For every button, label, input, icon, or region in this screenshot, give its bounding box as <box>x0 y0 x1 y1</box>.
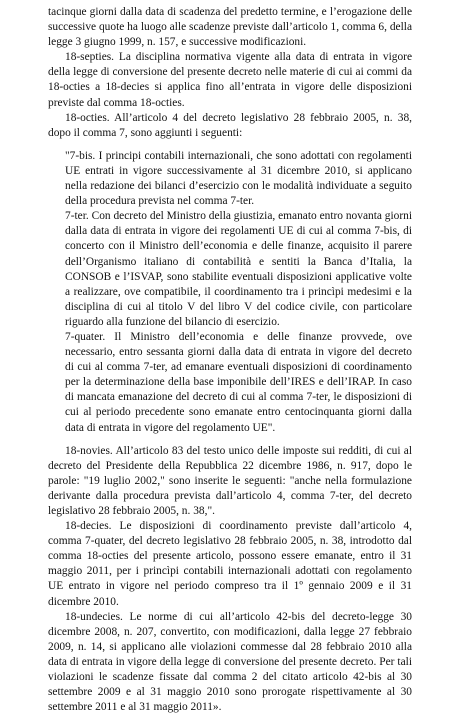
paragraph-lead: 18-novies. <box>65 444 113 457</box>
paragraph-body: All’articolo 83 del testo unico delle imposte sui redditi, di cui al decreto del Presidente della Repubblica 22 dicembre 1986, n. 917, dopo le parole: "19 luglio 2002," sono inserite le seguenti: "anche nella formulazione derivante dalla procedura prevista dall’articolo 4, comma 7-ter, del decreto legislativo 28 febbraio 2005, n. 38,". <box>48 444 412 517</box>
paragraph-lead: 7-quater. <box>65 330 106 343</box>
paragraph-18-novies <box>48 444 412 519</box>
paragraph-lead: "7-bis. <box>65 149 96 162</box>
paragraph-18-septies <box>48 50 412 110</box>
paragraph-18-decies <box>48 519 412 610</box>
paragraph-continuation: tacinque giorni dalla data di scadenza del predetto termine, e l’erogazione delle successive quote ha luogo alle scadenze previste dall’articolo 1, comma 6, della legge 3 giugno 1999, n. 157, e successive modificazioni. <box>48 6 412 49</box>
quoted-paragraph-7-bis <box>48 149 412 209</box>
spacer <box>48 141 412 149</box>
quoted-paragraph-7-quater <box>48 330 412 436</box>
paragraph-body: Le norme di cui all’articolo 42-bis del decreto-legge 30 dicembre 2008, n. 207, convertito, con modificazioni, dalla legge 27 febbraio 2009, n. 14, si applicano alle violazioni commesse dal 28 febbraio 2010 alla data di entrata in vigore della legge di conversione del presente decreto. Per tali violazioni le scadenze fissate dal comma 2 del citato articolo 42-bis al 30 settembre 2009 e al 31 maggio 2010 sono prorogate rispettivamente al 30 settembre 2011 e al 31 maggio 2011». <box>48 610 412 714</box>
paragraph-lead: 7-ter. <box>65 210 89 223</box>
quoted-block <box>48 149 412 436</box>
paragraph-lead: 18-decies. <box>65 520 112 533</box>
paragraph-lead: 18-septies. <box>65 51 115 64</box>
paragraph-body: I principi contabili internazionali, che sono adottati con regolamenti UE entrati in vigore successivamente al 31 dicembre 2010, si applicano nella redazione dei bilanci d’esercizio con le modalità individuate a seguito della procedura prevista nel comma 7-ter. <box>65 149 412 208</box>
paragraph-lead: 18-octies. <box>65 111 110 124</box>
paragraph-lead: 18-undecies. <box>65 610 123 623</box>
spacer <box>48 436 412 444</box>
paragraph-body: Con decreto del Ministro della giustizia, emanato entro novanta giorni dalla data di entrata in vigore dei regolamenti UE di cui al comma 7-bis, di concerto con il Ministro dell’economia e delle finanze, acquisito il parere dell’Organismo italiano di contabilità e sentiti la Banca d’Italia, la CONSOB e l’ISVAP, sono stabilite eventuali disposizioni applicative volte a realizzare, ove compatibile, il coordinamento tra i princìpi medesimi e la disciplina di cui al titolo V del libro V del codice civile, con particolare riguardo alla funzione del bilancio di esercizio. <box>65 210 412 328</box>
paragraph-body: La disciplina normativa vigente alla data di entrata in vigore della legge di conversione del presente decreto nelle materie di cui ai commi da 18-octies a 18-decies si applica fino all’entrata in vigore delle disposizioni previste dal comma 18-octies. <box>48 51 412 109</box>
paragraph-18-undecies <box>48 610 412 715</box>
paragraph-body: All’articolo 4 del decreto legislativo 28 febbraio 2005, n. 38, dopo il comma 7, sono aggiunti i seguenti: <box>48 111 412 139</box>
quoted-paragraph-7-ter <box>48 209 412 330</box>
document-page <box>48 5 412 715</box>
paragraph-body: Il Ministro dell’economia e delle finanze provvede, ove necessario, entro sessanta giorni dalla data di entrata in vigore del decreto di cui al comma 7-ter, ad emanare eventuali disposizioni di coordinamento per la determinazione della base imponibile dell’IRES e dell’IRAP. In caso di mancata emanazione del decreto di cui al comma 7-ter, le disposizioni di cui al periodo precedente sono emanate entro centocinquanta giorni dalla data di entrata in vigore del regolamento UE". <box>65 330 412 434</box>
paragraph-body: Le disposizioni di coordinamento previste dall’articolo 4, comma 7-quater, del decreto legislativo 28 febbraio 2005, n. 38, introdotto dal comma 18-octies del presente articolo, possono essere emanate, entro il 31 maggio 2011, per i princìpi contabili internazionali adottati con regolamento UE entrato in vigore nel periodo compreso tra il 1º gennaio 2009 e il 31 dicembre 2010. <box>48 520 412 608</box>
paragraph-18-octies <box>48 111 412 141</box>
